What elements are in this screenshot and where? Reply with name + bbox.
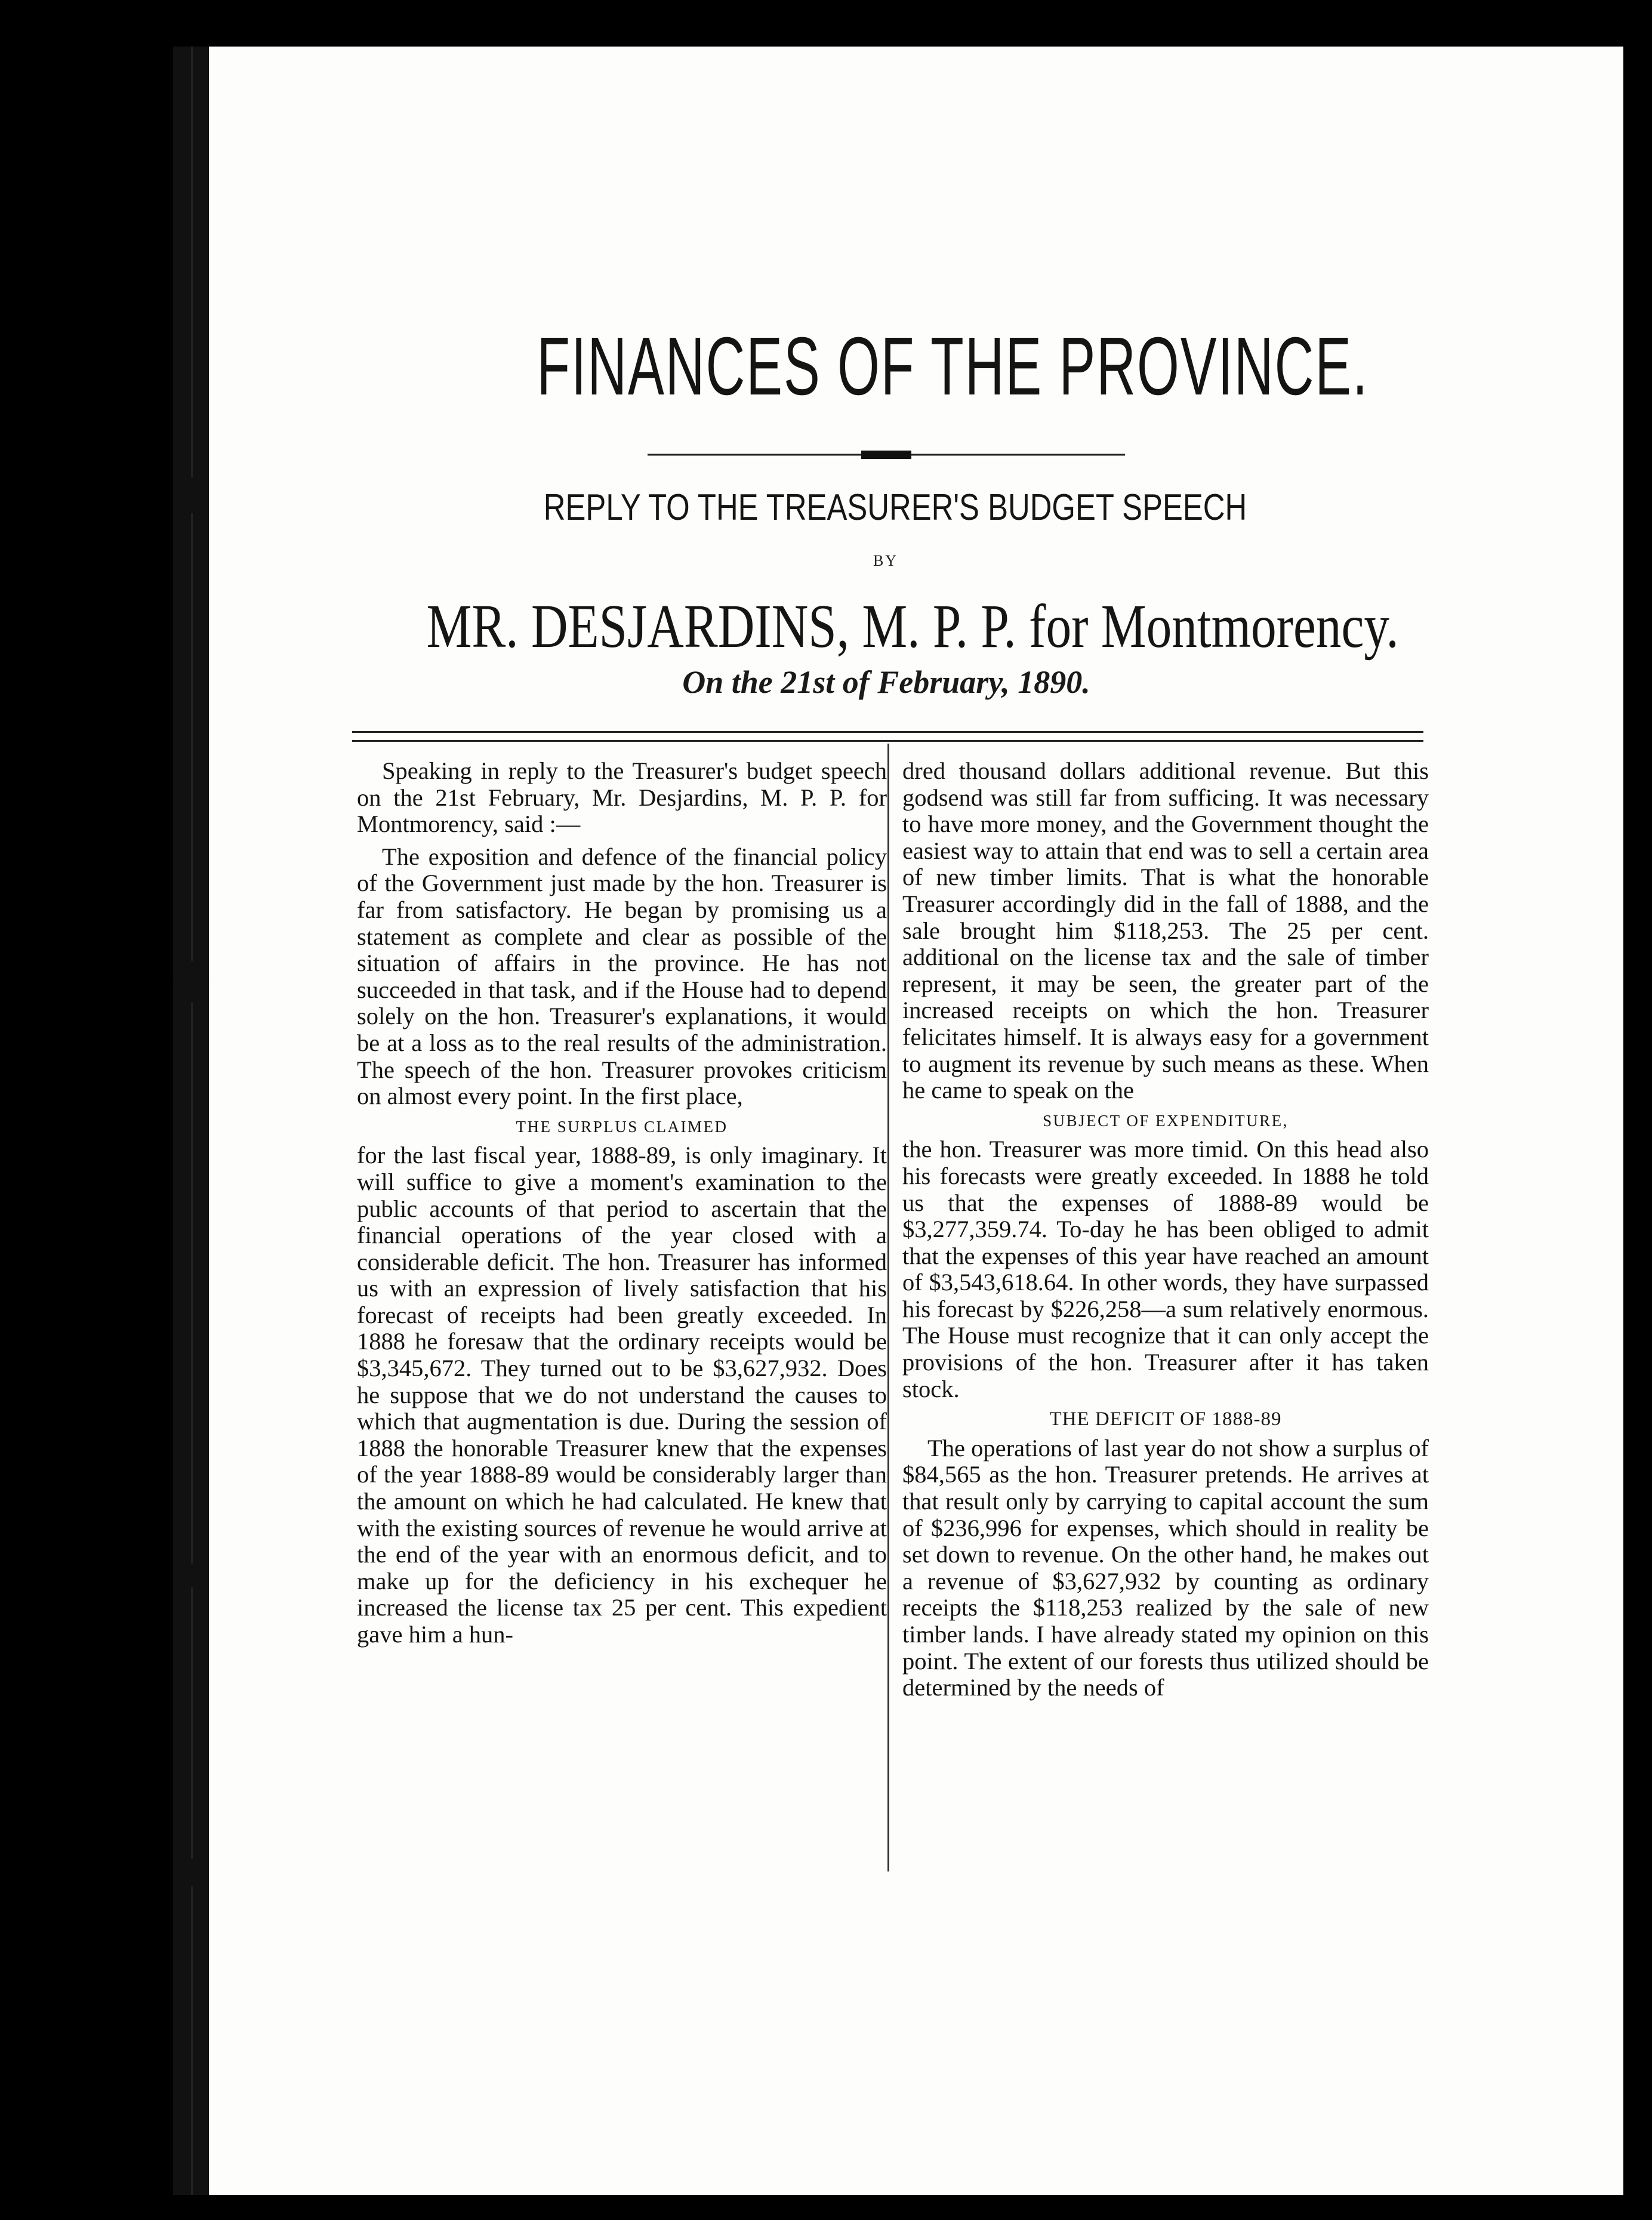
page-title: FINANCES OF THE PROVINCE.	[537, 320, 1369, 412]
paragraph: The operations of last year do not show a surplus of $84,565 as the hon. Treasurer pretends. He arrives at that result only by carrying to capital account the sum of $236,996 for expenses, which should in reality be set down to revenue. On the other hand, he makes out a revenue of $3,627,932 by counting as ordinary receipts the $118,253 realized by the sale of new timber lands. I have already stated my opinion on this point. The extent of our forests thus utilized should be determined by the needs of	[902, 1434, 1429, 1701]
text-column-left	[357, 758, 887, 1648]
ink-blot	[173, 961, 209, 1003]
paragraph: for the last fiscal year, 1888-89, is only imaginary. It will suffice to give a moment's examination to the public accounts of that period to ascertain that the financial operations of the year closed with a considerable deficit. The hon. Treasurer has informed us with an expression of lively satisfaction that his forecast of receipts had been greatly exceeded. In 1888 he foresaw that the ordinary receipts would be $3,345,672. They turned out to be $3,627,932. Does he suppose that we do not understand the causes to which that augmentation is due. During the session of 1888 the honorable Treasurer knew that the expenses of the year 1888-89 would be considerably larger than the amount on which he had calculated. He knew that with the existing sources of revenue he would arrive at the end of the year with an enormous deficit, and to make up for the deficiency in his exchequer he increased the license tax 25 per cent. This expedient gave him a hun-	[357, 1142, 887, 1648]
paragraph: the hon. Treasurer was more timid. On this head also his forecasts were greatly exceeded. In 1888 he told us that the expenses of 1888-89 would be $3,277,359.74. To-day he has been obliged to admit that the expenses of this year have reached an amount of $3,543,618.64. In other words, they have surpassed his forecast by $226,258—a sum relatively enormous. The House must recognize that it can only accept the provisions of the hon. Treasurer after it has taken stock.	[902, 1136, 1429, 1402]
ink-blot	[177, 1859, 205, 1886]
ink-blot	[179, 477, 203, 513]
section-heading: THE SURPLUS CLAIMED	[516, 1117, 728, 1136]
speech-date: On the 21st of February, 1890.	[682, 664, 1090, 700]
header-rule-top	[352, 731, 1423, 733]
paragraph: Speaking in reply to the Treasurer's budget speech on the 21st February, Mr. Desjardins, M. P. P. for Montmorency, said :—	[357, 757, 887, 838]
section-heading: THE DEFICIT OF 1888-89	[1049, 1408, 1282, 1430]
paragraph: The exposition and defence of the financial policy of the Government just made by the hon. Treasurer is far from satisfactory. He began by promising us a statement as complete and clear as possible of the situation of affairs in the province. He has not succeeded in that task, and if the House had to depend solely on the hon. Treasurer's explanations, it would be at a loss as to the real results of the administration. The speech of the hon. Treasurer provokes criticism on almost every point. In the first place,	[357, 843, 887, 1110]
section-heading: SUBJECT OF EXPENDITURE,	[1043, 1111, 1289, 1130]
title-ornament-rule	[648, 443, 1125, 467]
text-column-right	[902, 758, 1429, 1701]
byline-by: BY	[873, 552, 899, 569]
ink-blot	[177, 1564, 205, 1587]
paragraph: dred thousand dollars additional revenue. But this godsend was still far from sufficing. It was necessary to have more money, and the Government thought the easiest way to attain that end was to sell a certain area of new timber limits. That is what the honorable Treasurer accordingly did in the fall of 1888, and the sale brought him $118,253. The 25 per cent. additional on the license tax and the sale of timber represent, it may be seen, the greater part of the increased receipts on which the hon. Treasurer felicitates himself. It is always easy for a government to augment its revenue by such means as these. When he came to speak on the	[902, 757, 1429, 1104]
column-divider	[887, 744, 889, 1871]
header-rule-bottom	[352, 740, 1423, 742]
author-line: MR. DESJARDINS, M. P. P. for Montmorency.	[426, 592, 1399, 661]
subtitle: REPLY TO THE TREASURER'S BUDGET SPEECH	[543, 487, 1247, 528]
